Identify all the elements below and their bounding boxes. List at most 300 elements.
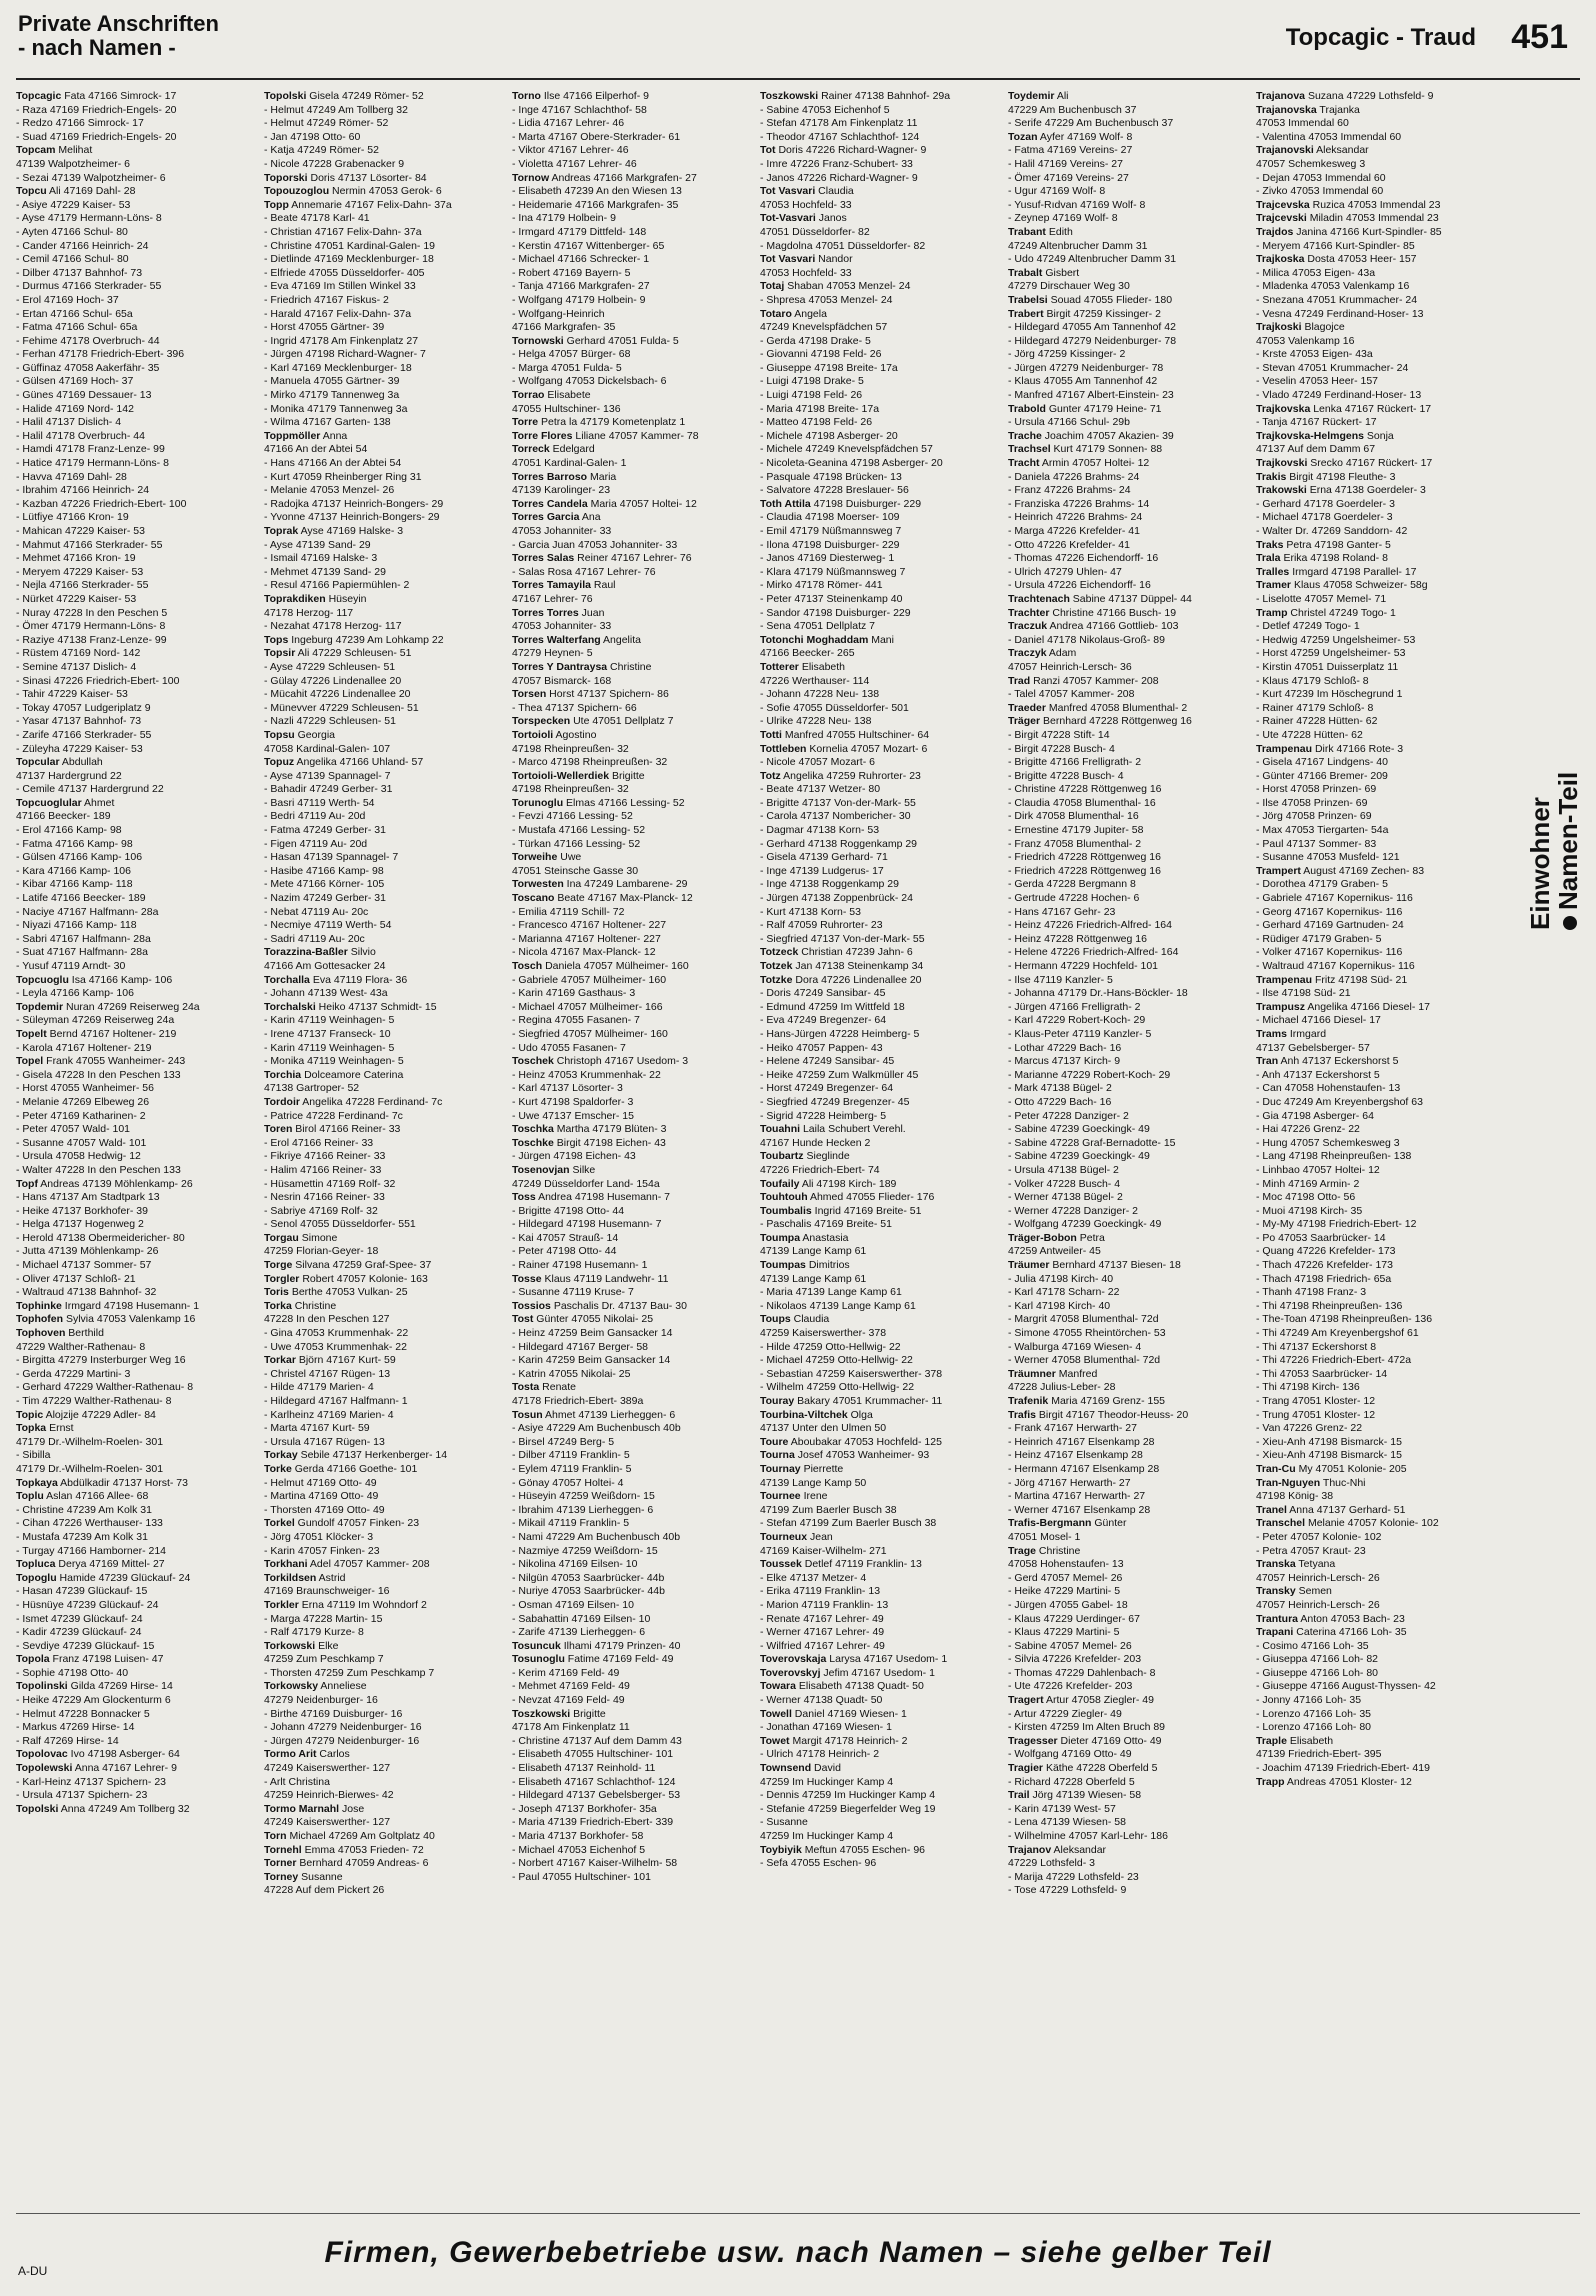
entry-details: Ahmet <box>81 796 115 809</box>
directory-entry <box>760 919 998 933</box>
entry-details: - Cemil 47166 Schul- 80 <box>16 253 129 266</box>
directory-entry <box>512 1803 750 1817</box>
entry-surname: Topouzoglou <box>264 185 330 198</box>
directory-entry <box>1008 1871 1246 1885</box>
directory-entry <box>512 280 750 294</box>
entry-details: Andreas 47166 Markgrafen- 27 <box>549 171 697 184</box>
entry-surname: Trajkovska-Helmgens <box>1256 429 1364 442</box>
entry-surname: Transky <box>1256 1585 1296 1598</box>
entry-details: - Gia 47198 Asberger- 64 <box>1256 1109 1374 1122</box>
entry-details: Larysa 47167 Usedom- 1 <box>826 1653 948 1666</box>
directory-entry <box>760 539 998 553</box>
entry-details: - Gertrude 47228 Hochen- 6 <box>1008 892 1140 905</box>
entry-details: - Figen 47119 Au- 20d <box>264 837 368 850</box>
entry-details: 47058 Kardinal-Galen- 107 <box>264 742 391 755</box>
directory-entry <box>760 1178 998 1192</box>
entry-details: - Gabriele 47057 Mülheimer- 160 <box>512 973 667 986</box>
entry-surname: Torkhani <box>264 1558 308 1571</box>
entry-details: Armin 47057 Holtei- 12 <box>1039 457 1150 470</box>
directory-entry <box>16 783 254 797</box>
entry-details: 47178 Herzog- 117 <box>264 606 354 619</box>
entry-details: Abdülkadir 47137 Horst- 73 <box>57 1476 188 1489</box>
entry-details: - Dagmar 47138 Korn- 53 <box>760 824 880 837</box>
entry-details: Lenka 47167 Rückert- 17 <box>1310 402 1432 415</box>
directory-entry <box>512 131 750 145</box>
directory-entry <box>760 634 998 648</box>
directory-entry <box>264 566 502 580</box>
entry-details: 47179 Dr.-Wilhelm-Roelen- 301 <box>16 1435 164 1448</box>
directory-entry <box>1008 525 1246 539</box>
entry-surname: Toss <box>512 1191 536 1204</box>
directory-entry <box>16 1545 254 1559</box>
entry-details: - Süleyman 47269 Reiserweg 24a <box>16 1014 175 1027</box>
entry-details: - Yvonne 47137 Heinrich-Bongers- 29 <box>264 511 440 524</box>
entry-details: - Wolfgang-Heinrich <box>512 307 605 320</box>
directory-entry <box>512 294 750 308</box>
directory-entry <box>512 525 750 539</box>
entry-details: August 47169 Zechen- 83 <box>1300 864 1425 877</box>
directory-entry <box>760 498 998 512</box>
directory-entry <box>760 1395 998 1409</box>
directory-entry <box>760 593 998 607</box>
directory-entry <box>760 457 998 471</box>
entry-details: - Heiko 47057 Pappen- 43 <box>760 1041 883 1054</box>
entry-details: Heiko 47137 Schmidt- 15 <box>315 1000 437 1013</box>
entry-details: Jan 47138 Steinenkamp 34 <box>792 960 924 972</box>
entry-details: - Rainer 47198 Husemann- 1 <box>512 1259 648 1272</box>
entry-details: - Hans 47137 Am Stadtpark 13 <box>16 1191 160 1204</box>
entry-details: Andrea 47198 Husemann- 7 <box>535 1191 670 1204</box>
directory-entry <box>1256 172 1494 186</box>
directory-entry <box>512 1830 750 1844</box>
directory-entry <box>1008 770 1246 784</box>
directory-entry <box>264 389 502 403</box>
directory-entry <box>760 104 998 118</box>
entry-details: 47259 Antweiler- 45 <box>1008 1245 1101 1258</box>
entry-details: Margit 47178 Heinrich- 2 <box>789 1734 908 1747</box>
entry-details: - Beate 47178 Karl- 41 <box>264 212 370 225</box>
directory-entry <box>1008 362 1246 376</box>
entry-details: - Snezana 47051 Krummacher- 24 <box>1256 293 1418 306</box>
entry-details: Irmgard 47198 Husemann- 1 <box>61 1299 200 1312</box>
directory-entry <box>512 838 750 852</box>
directory-entry <box>16 1273 254 1287</box>
entry-surname: Trajkoski <box>1256 321 1302 334</box>
directory-entry <box>1008 715 1246 729</box>
entry-details: - Susanne 47057 Wald- 101 <box>16 1136 147 1149</box>
entry-details: 47249 Altenbrucher Damm 31 <box>1008 239 1148 252</box>
entry-details: - Nuriye 47053 Saarbrücker- 44b <box>512 1585 665 1598</box>
entry-surname: Tot-Vasvari <box>760 212 816 225</box>
directory-entry <box>760 1218 998 1232</box>
entry-details: - Jonathan 47169 Wiesen- 1 <box>760 1721 892 1734</box>
entry-details: - Karola 47167 Holtener- 219 <box>16 1041 152 1054</box>
directory-entry <box>264 90 502 104</box>
entry-details: Tetyana <box>1295 1558 1336 1571</box>
entry-details: Anneliese <box>318 1680 367 1693</box>
entry-details: Annemarie 47167 Felix-Dahn- 37a <box>288 198 452 211</box>
entry-details: - Karin 47139 West- 57 <box>1008 1802 1116 1815</box>
side-tab-line1: Einwohner <box>1525 797 1555 930</box>
entry-details: - Yusuf-Rıdvan 47169 Wolf- 8 <box>1008 198 1146 211</box>
directory-entry <box>760 1803 998 1817</box>
section-heading-line2: - nach Namen - <box>18 35 176 60</box>
entry-details: Bernd 47167 Holtener- 219 <box>46 1027 177 1040</box>
directory-entry <box>760 892 998 906</box>
entry-details: - Christine 47137 Auf dem Damm 43 <box>512 1734 682 1747</box>
entry-surname: Tosse <box>512 1272 542 1285</box>
directory-entry <box>760 620 998 634</box>
directory-entry <box>512 1409 750 1423</box>
entry-details: Anton 47053 Bach- 23 <box>1298 1612 1405 1625</box>
directory-entry <box>1256 675 1494 689</box>
entry-details: - Claudia 47198 Moerser- 109 <box>760 511 900 524</box>
entry-details: - Johann 47139 West- 43a <box>264 987 388 1000</box>
directory-entry <box>16 797 254 811</box>
entry-surname: Tran-Cu <box>1256 1462 1296 1475</box>
directory-entry <box>1256 131 1494 145</box>
entry-surname: Toumpas <box>760 1259 806 1272</box>
directory-entry <box>1008 1653 1246 1667</box>
directory-entry <box>16 579 254 593</box>
entry-surname: Topf <box>16 1177 38 1190</box>
directory-entry <box>512 620 750 634</box>
entry-details: - Beate 47137 Wetzer- 80 <box>760 783 881 796</box>
entry-details: - Kara 47166 Kamp- 106 <box>16 864 131 877</box>
entry-details: Rainer 47138 Bahnhof- 29a <box>818 90 951 102</box>
directory-entry <box>1008 824 1246 838</box>
entry-surname: Topelt <box>16 1027 47 1040</box>
entry-details: Birgit 47198 Fleuthe- 3 <box>1286 470 1396 483</box>
entry-surname: Trams <box>1256 1027 1287 1040</box>
entry-surname: Torres Y Dantraysa <box>512 660 608 673</box>
entry-details: - Susanne <box>760 1816 808 1829</box>
entry-details: - Quang 47226 Krefelder- 173 <box>1256 1245 1396 1258</box>
entry-details: - Monika 47119 Weinhagen- 5 <box>264 1055 404 1068</box>
entry-details: Elisabeth <box>798 660 846 673</box>
directory-entry <box>264 484 502 498</box>
entry-surname: Tournee <box>760 1490 801 1503</box>
entry-details: - Nezahat 47178 Herzog- 117 <box>264 620 402 633</box>
entry-details: 47259 Im Huckinger Kamp 4 <box>760 1830 894 1842</box>
directory-entry <box>1008 1504 1246 1518</box>
directory-entry <box>512 389 750 403</box>
directory-entry <box>16 702 254 716</box>
entry-details: - Bahadir 47249 Gerber- 31 <box>264 783 393 796</box>
entry-details: 47053 Valenkamp 16 <box>1256 334 1355 347</box>
entry-surname: Toren <box>264 1123 293 1136</box>
entry-details: Hamide 47239 Glückauf- 24 <box>56 1571 191 1584</box>
directory-entry <box>16 253 254 267</box>
directory-entry <box>760 1137 998 1151</box>
entry-details: - Trung 47051 Kloster- 12 <box>1256 1408 1376 1421</box>
entry-details: - Detlef 47249 Togo- 1 <box>1256 620 1360 633</box>
entry-surname: Tosch <box>512 960 543 972</box>
entry-details: - Werner 47058 Blumenthal- 72d <box>1008 1354 1161 1367</box>
entry-details: - Peter 47057 Wald- 101 <box>16 1123 131 1136</box>
entry-details: - Ayse 47229 Schleusen- 51 <box>264 660 396 673</box>
entry-details: - Ismet 47239 Glückauf- 24 <box>16 1612 143 1625</box>
directory-entry <box>1008 743 1246 757</box>
entry-details: - Hamdi 47178 Franz-Lenze- 99 <box>16 443 165 456</box>
directory-entry <box>512 634 750 648</box>
entry-details: - Gabriele 47167 Kopernikus- 116 <box>1256 892 1413 905</box>
directory-entry <box>1256 1096 1494 1110</box>
directory-entry <box>1256 1286 1494 1300</box>
entry-details: - Lidia 47167 Lehrer- 46 <box>512 117 625 130</box>
directory-entry <box>16 1137 254 1151</box>
directory-entry <box>264 1531 502 1545</box>
directory-entry <box>264 1844 502 1858</box>
entry-details: Christine 47166 Busch- 19 <box>1049 606 1177 619</box>
entry-details: Emma 47053 Frieden- 72 <box>301 1843 424 1856</box>
entry-details: 47051 Mosel- 1 <box>1008 1530 1081 1543</box>
entry-surname: Toporski <box>264 171 308 184</box>
directory-entry <box>1256 308 1494 322</box>
entry-details: Elisabete <box>544 389 591 402</box>
directory-entry <box>264 1014 502 1028</box>
directory-entry <box>264 1545 502 1559</box>
entry-details: - Trang 47051 Kloster- 12 <box>1256 1395 1376 1407</box>
directory-entry <box>16 1517 254 1531</box>
entry-details: - Peter 47228 Danziger- 2 <box>1008 1109 1129 1122</box>
directory-entry <box>760 960 998 974</box>
entry-details: - Helmut 47228 Bonnacker 5 <box>16 1707 150 1720</box>
entry-details: Astrid <box>316 1571 346 1584</box>
entry-details: - Sabine 47239 Goeckingk- 49 <box>1008 1150 1150 1163</box>
entry-details: Kurt 47179 Sonnen- 88 <box>1050 443 1163 456</box>
directory-entry <box>760 675 998 689</box>
directory-entry <box>760 1123 998 1137</box>
directory-entry <box>16 457 254 471</box>
entry-details: - Ibrahim 47166 Heinrich- 24 <box>16 484 150 497</box>
entry-details: - Werner 47228 Danziger- 2 <box>1008 1204 1138 1217</box>
directory-entry <box>512 267 750 281</box>
directory-entry <box>1256 1572 1494 1586</box>
entry-details: - Brigitte 47228 Busch- 4 <box>1008 769 1124 782</box>
entry-details: - Helene 47226 Friedrich-Alfred- 164 <box>1008 946 1179 959</box>
directory-entry <box>1256 1626 1494 1640</box>
entry-details: Carlos <box>316 1748 350 1761</box>
entry-details: - Johanna 47179 Dr.-Hans-Böckler- 18 <box>1008 987 1188 1000</box>
entry-details: - Sena 47051 Dellplatz 7 <box>760 620 875 633</box>
directory-entry <box>512 1776 750 1790</box>
entry-details: Sabine 47137 Düppel- 44 <box>1069 592 1192 605</box>
entry-surname: Trampusz <box>1256 1000 1306 1013</box>
directory-entry <box>1256 906 1494 920</box>
directory-entry <box>1256 199 1494 213</box>
directory-entry <box>1008 1395 1246 1409</box>
entry-surname: Topcuoglu <box>16 973 69 986</box>
footer-rule <box>16 2213 1580 2214</box>
directory-entry <box>1008 960 1246 974</box>
entry-details: - Elisabeth 47055 Hultschiner- 101 <box>512 1748 674 1761</box>
directory-entry <box>512 675 750 689</box>
entry-details: - Yusuf 47119 Arndt- 30 <box>16 960 126 972</box>
entry-details: - Giuseppe 47166 August-Thyssen- 42 <box>1256 1680 1436 1693</box>
entry-details: - Stefan 47199 Zum Baerler Busch 38 <box>760 1517 937 1530</box>
entry-details: - Jörg 47259 Kissinger- 2 <box>1008 348 1126 361</box>
entry-details: - Jörg 47051 Klöcker- 3 <box>264 1530 374 1543</box>
directory-entry <box>1256 1164 1494 1178</box>
directory-entry <box>512 240 750 254</box>
directory-entry <box>264 906 502 920</box>
entry-details: - Suat 47167 Halfmann- 28a <box>16 946 148 959</box>
directory-entry <box>1008 1300 1246 1314</box>
directory-entry <box>1256 607 1494 621</box>
directory-entry <box>1256 253 1494 267</box>
entry-surname: Topola <box>16 1653 50 1666</box>
directory-entry <box>1256 552 1494 566</box>
entry-surname: Tot <box>760 144 776 157</box>
directory-entry <box>512 919 750 933</box>
entry-details: - Daniela 47226 Brahms- 24 <box>1008 470 1140 483</box>
directory-entry <box>760 1653 998 1667</box>
directory-entry <box>16 1191 254 1205</box>
directory-entry <box>1008 389 1246 403</box>
directory-column-5 <box>1008 90 1246 2190</box>
directory-entry <box>1008 1042 1246 1056</box>
directory-entry <box>512 1613 750 1627</box>
directory-entry <box>760 1245 998 1259</box>
entry-details: - Michael 47166 Schrecker- 1 <box>512 253 650 266</box>
directory-entry <box>1256 1463 1494 1477</box>
directory-entry <box>760 484 998 498</box>
entry-details: - Jutta 47139 Möhlenkamp- 26 <box>16 1245 159 1258</box>
entry-details: - Thi 47249 Am Kreyenbergshof 61 <box>1256 1327 1419 1340</box>
entry-details: - Katrin 47055 Nikolai- 25 <box>512 1367 631 1380</box>
directory-entry <box>512 1667 750 1681</box>
directory-entry <box>1008 1816 1246 1830</box>
directory-entry <box>512 1232 750 1246</box>
directory-entry <box>1008 1286 1246 1300</box>
entry-details: Simone <box>298 1231 338 1244</box>
directory-entry <box>512 362 750 376</box>
entry-details: - Birsel 47249 Berg- 5 <box>512 1435 615 1448</box>
directory-entry <box>16 607 254 621</box>
entry-details: 47053 Immendal 60 <box>1256 117 1349 130</box>
entry-details: - Thi 47198 Rheinpreußen- 136 <box>1256 1299 1403 1312</box>
directory-entry <box>264 267 502 281</box>
section-heading-line1: Private Anschriften <box>18 11 219 36</box>
directory-entry <box>16 1708 254 1722</box>
directory-entry <box>1256 1014 1494 1028</box>
directory-entry <box>1008 702 1246 716</box>
directory-columns <box>16 90 1494 2190</box>
entry-surname: Toschke <box>512 1136 554 1149</box>
entry-details: - Can 47058 Hohenstaufen- 13 <box>1256 1082 1401 1095</box>
entry-details: - Mahmut 47166 Sterkrader- 55 <box>16 538 163 551</box>
entry-details: - Kurt 47138 Korn- 53 <box>760 905 861 918</box>
directory-entry <box>512 199 750 213</box>
directory-entry <box>760 1531 998 1545</box>
entry-surname: Torgau <box>264 1231 299 1244</box>
directory-entry <box>512 104 750 118</box>
directory-entry <box>1008 1776 1246 1790</box>
directory-entry <box>512 607 750 621</box>
directory-entry <box>760 1436 998 1450</box>
entry-details: Isa 47166 Kamp- 106 <box>68 973 173 986</box>
entry-details: - Nuray 47228 In den Peschen 5 <box>16 606 168 619</box>
entry-surname: Torres Barroso <box>512 470 588 483</box>
entry-details: 47259 Zum Peschkamp 7 <box>264 1653 384 1666</box>
directory-entry <box>16 199 254 213</box>
entry-details: - Udo 47249 Altenbrucher Damm 31 <box>1008 253 1177 266</box>
directory-entry <box>1256 865 1494 879</box>
directory-entry <box>264 1069 502 1083</box>
entry-details: - Ulrike 47228 Neu- 138 <box>760 715 872 728</box>
entry-details: - Hans 47166 An der Abtei 54 <box>264 457 402 470</box>
entry-surname: Trampert <box>1256 864 1301 877</box>
entry-details: Klaus 47058 Schweizer- 58g <box>1291 579 1428 592</box>
entry-details: - Michael 47259 Otto-Hellwig- 22 <box>760 1354 913 1367</box>
directory-entry <box>16 1531 254 1545</box>
entry-details: 47178 Am Finkenplatz 11 <box>512 1721 630 1734</box>
directory-entry <box>16 1803 254 1817</box>
directory-entry <box>264 1803 502 1817</box>
entry-details: - Mark 47138 Bügel- 2 <box>1008 1082 1112 1095</box>
entry-details: - Tahir 47229 Kaiser- 53 <box>16 688 128 701</box>
directory-entry <box>512 1708 750 1722</box>
directory-entry <box>1256 1137 1494 1151</box>
directory-entry <box>1008 280 1246 294</box>
entry-details: Anna <box>320 429 348 442</box>
directory-entry <box>264 362 502 376</box>
entry-surname: Tourna <box>760 1449 795 1462</box>
entry-details: - Zarife 47166 Sterkrader- 55 <box>16 728 152 741</box>
directory-entry <box>512 1273 750 1287</box>
entry-details: - Jürgen 47198 Richard-Wagner- 7 <box>264 348 426 361</box>
entry-details: - Oliver 47137 Schloß- 21 <box>16 1272 136 1285</box>
entry-details: - Halim 47166 Reiner- 33 <box>264 1163 382 1176</box>
entry-surname: Torkowsky <box>264 1680 319 1693</box>
directory-entry <box>16 824 254 838</box>
entry-details: - Helmut 47249 Am Tollberg 32 <box>264 103 408 116</box>
directory-entry <box>1008 253 1246 267</box>
entry-details: - Po 47053 Saarbrücker- 14 <box>1256 1231 1386 1244</box>
entry-surname: Trakis <box>1256 470 1287 483</box>
directory-entry <box>1256 797 1494 811</box>
entry-details: Aleksandar <box>1051 1843 1107 1856</box>
entry-details: - Siegfried 47137 Von-der-Mark- 55 <box>760 932 925 945</box>
directory-entry <box>760 430 998 444</box>
entry-details: 47198 Rheinpreußen- 32 <box>512 783 629 796</box>
entry-surname: Trafenik <box>1008 1395 1049 1407</box>
directory-entry <box>760 688 998 702</box>
directory-entry <box>1256 1599 1494 1613</box>
entry-details: - Havva 47169 Dahl- 28 <box>16 470 127 483</box>
directory-entry <box>512 1110 750 1124</box>
entry-details: - Gerhard 47138 Roggenkamp 29 <box>760 837 918 850</box>
entry-surname: Tot Vasvari <box>760 185 816 198</box>
entry-details: - Jürgen 47279 Neidenburger- 78 <box>1008 361 1164 374</box>
entry-details: - Gerhard 47229 Walther-Rathenau- 8 <box>16 1381 194 1394</box>
directory-entry <box>1008 348 1246 362</box>
directory-entry <box>1256 1245 1494 1259</box>
entry-surname: Topolewski <box>16 1762 73 1775</box>
entry-details: - Michael 47178 Goerdeler- 3 <box>1256 511 1393 524</box>
entry-details: - Veselin 47053 Heer- 157 <box>1256 375 1378 388</box>
entry-details: Michael 47269 Am Goltplatz 40 <box>286 1830 435 1842</box>
directory-entry <box>1008 919 1246 933</box>
entry-details: 47198 Duisburger- 229 <box>810 497 922 510</box>
entry-details: Irene <box>800 1490 828 1503</box>
entry-details: - Jörg 47058 Prinzen- 69 <box>1256 810 1372 823</box>
entry-details: - Helga 47057 Bürger- 68 <box>512 348 631 361</box>
directory-entry <box>512 511 750 525</box>
entry-details: Semen <box>1295 1585 1332 1598</box>
directory-entry <box>1256 1708 1494 1722</box>
